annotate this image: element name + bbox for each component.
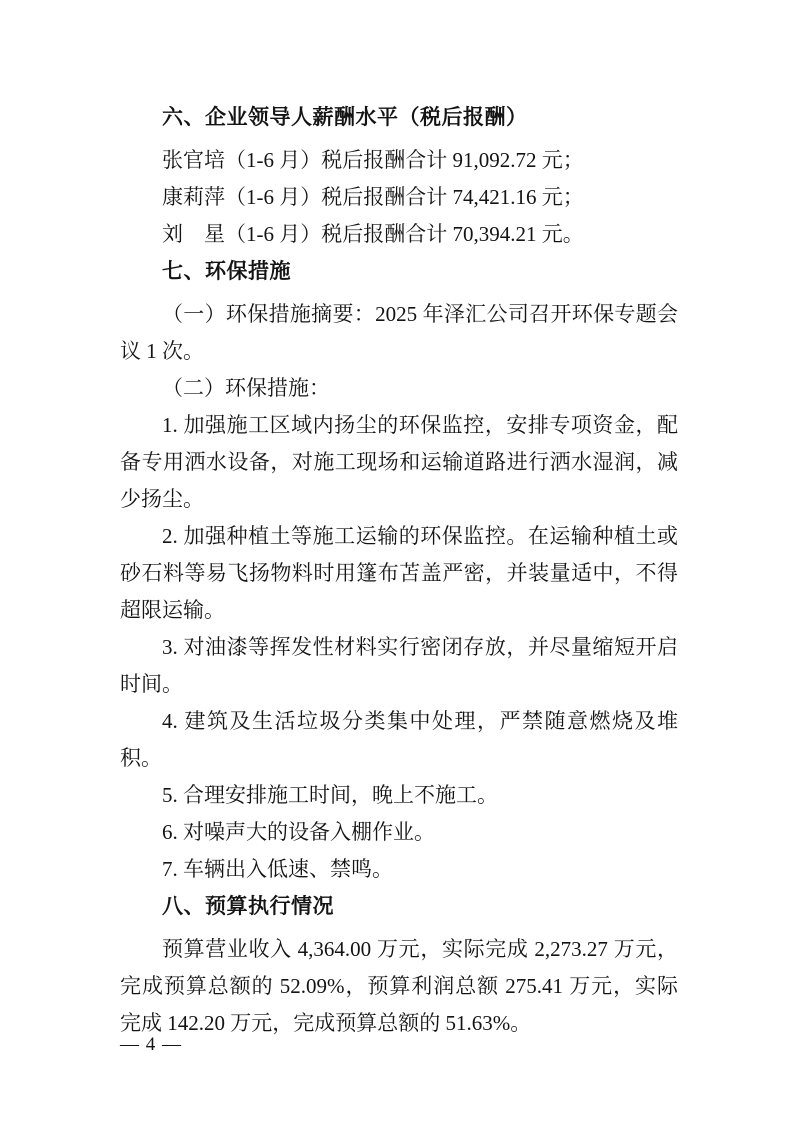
env-measure-item-5: 5. 合理安排施工时间，晚上不施工。 xyxy=(162,783,498,807)
env-measures-subheading: （二）环保措施： xyxy=(162,376,330,400)
env-measure-item-4: 4. 建筑及生活垃圾分类集中处理，严禁随意燃烧及堆积。 xyxy=(120,709,678,770)
section-6-heading: 六、企业领导人薪酬水平（税后报酬） xyxy=(162,106,528,129)
env-measure-item-6: 6. 对噪声大的设备入棚作业。 xyxy=(162,820,435,844)
salary-line-zhangguanpei: 张官培（1-6 月）税后报酬合计 91,092.72 元； xyxy=(162,148,584,172)
document-body xyxy=(120,99,678,1042)
env-measure-item-3: 3. 对油漆等挥发性材料实行密闭存放，并尽量缩短开启时间。 xyxy=(120,635,678,696)
salary-line-liuxing: 刘 星（1-6 月）税后报酬合计 70,394.21 元。 xyxy=(162,222,584,246)
env-measure-item-7: 7. 车辆出入低速、禁鸣。 xyxy=(162,857,393,881)
env-measure-item-2: 2. 加强种植土等施工运输的环保监控。在运输种植土或砂石料等易飞扬物料时用篷布苫盖严密，并装量适中，不得超限运输。 xyxy=(120,524,678,622)
page-number: — 4 — xyxy=(120,1034,182,1055)
section-7-heading: 七、环保措施 xyxy=(162,260,291,283)
env-summary-paragraph: （一）环保措施摘要：2025 年泽汇公司召开环保专题会议 1 次。 xyxy=(120,302,678,363)
env-measure-item-1: 1. 加强施工区域内扬尘的环保监控，安排专项资金，配备专用洒水设备，对施工现场和运输道路进行洒水湿润，减少扬尘。 xyxy=(120,413,678,511)
salary-line-kangliping: 康莉萍（1-6 月）税后报酬合计 74,421.16 元； xyxy=(162,185,584,209)
section-8-heading: 八、预算执行情况 xyxy=(162,895,334,918)
budget-execution-paragraph: 预算营业收入 4,364.00 万元，实际完成 2,273.27 万元，完成预算总额的 52.09%，预算利润总额 275.41 万元，实际完成 142.20 万元，完成预算总额的 51.63%。 xyxy=(120,937,678,1035)
